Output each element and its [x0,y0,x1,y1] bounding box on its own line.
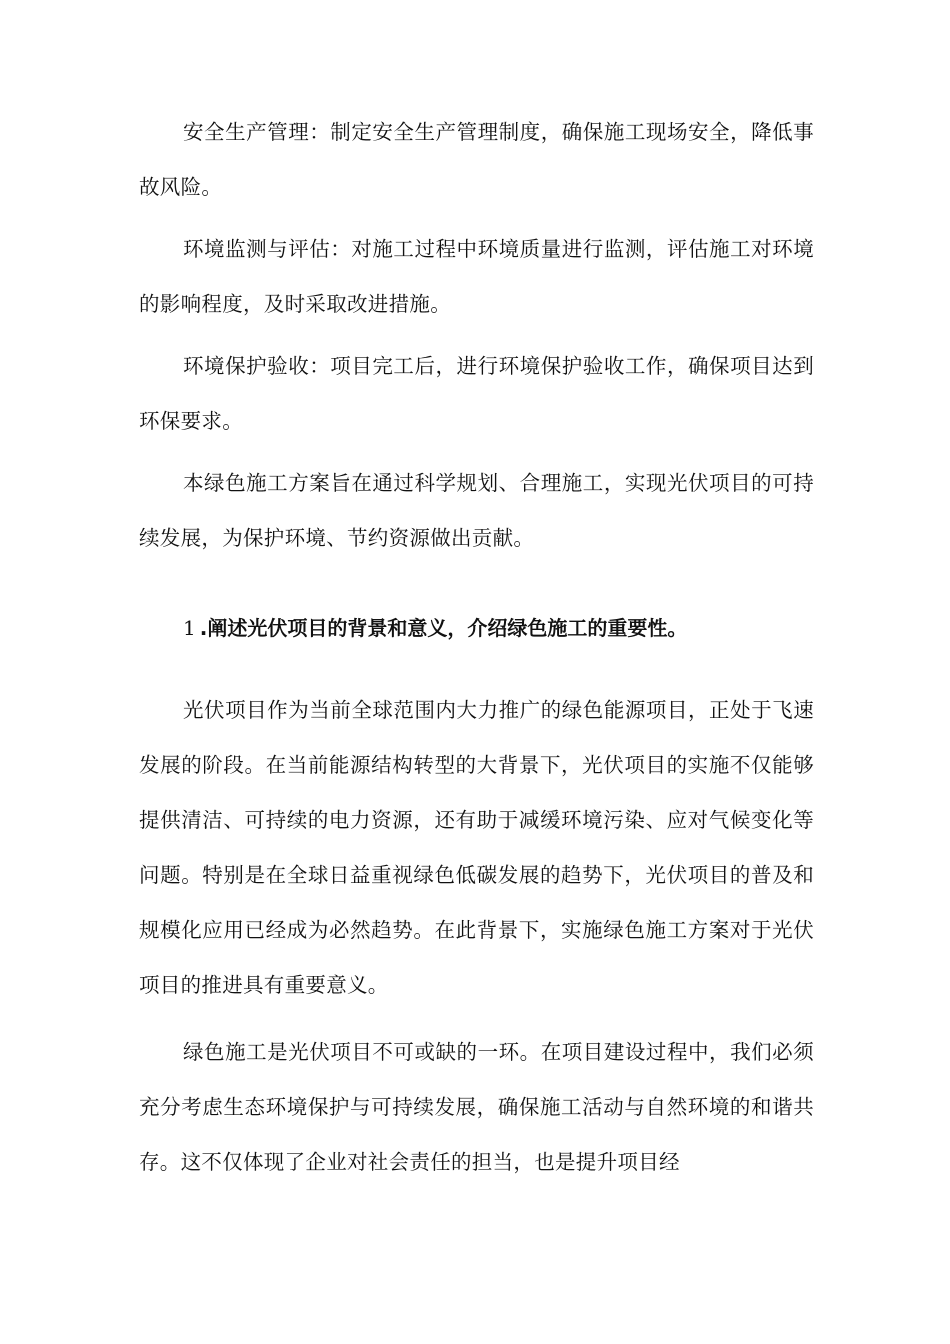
section-heading [183,613,823,643]
paragraph-green-construction: 绿色施工是光伏项目不可或缺的一环。在项目建设过程中，我们必须充分考虑生态环境保护与可持续发展，确保施工活动与自然环境的和谐共存。这不仅体现了企业对社会责任的担当，也是提升项目经 [139,1040,814,1174]
paragraph-environment-acceptance: 环境保护验收：项目完工后，进行环境保护验收工作，确保项目达到环保要求。 [139,354,814,433]
section-number: 1 [183,616,196,640]
paragraph-project-background: 光伏项目作为当前全球范围内大力推广的绿色能源项目，正处于飞速发展的阶段。在当前能源结构转型的大背景下，光伏项目的实施不仅能够提供清洁、可持续的电力资源，还有助于减缓环境污染、应对气候变化等问题。特别是在全球日益重视绿色低碳发展的趋势下，光伏项目的普及和规模化应用已经成为必然趋势。在此背景下，实施绿色施工方案对于光伏项目的推进具有重要意义。 [139,698,814,997]
paragraph-environment-monitoring: 环境监测与评估：对施工过程中环境质量进行监测，评估施工对环境的影响程度，及时采取改进措施。 [139,237,814,316]
paragraph-plan-summary: 本绿色施工方案旨在通过科学规划、合理施工，实现光伏项目的可持续发展，为保护环境、节约资源做出贡献。 [139,471,814,550]
section-title: .阐述光伏项目的背景和意义，介绍绿色施工的重要性。 [199,616,688,640]
paragraph-safety-management: 安全生产管理：制定安全生产管理制度，确保施工现场安全，降低事故风险。 [139,120,814,199]
